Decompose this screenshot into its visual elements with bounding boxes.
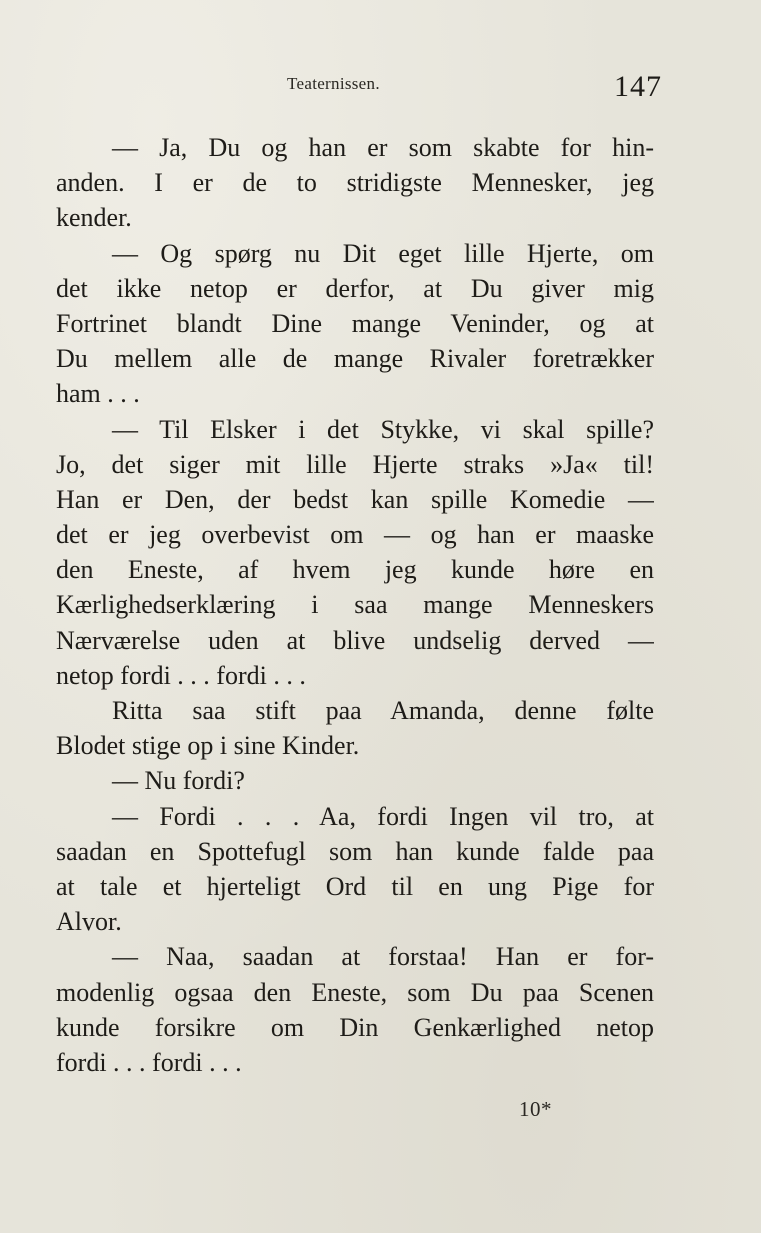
text-line: Nærværelse uden at blive undselig derved — [56,625,654,655]
text-line: netop fordi . . . fordi . . . [56,660,306,690]
text-line: Kærlighedserklæring i saa mange Menneskers [56,590,654,620]
text-line: — Fordi . . . Aa, fordi Ingen vil tro, at [112,801,654,831]
text-line: Ritta saa stift paa Amanda, denne følte [112,696,654,725]
body-text [56,130,654,1080]
text-line: Han er Den, der bedst kan spille Komedie — [56,484,654,514]
text-line: ham . . . [56,379,140,409]
text-line: at tale et hjerteligt Ord til en ung Pige for [56,871,654,901]
printer-signature-mark: 10* [519,1097,552,1121]
text-line: — Ja, Du og han er som skabte for hin- [112,133,654,162]
text-line: Alvor. [56,907,122,937]
text-line: fordi . . . fordi . . . [56,1047,242,1077]
text-line: kunde forsikre om Din Genkærlighed netop [56,1012,654,1042]
running-title: Teaternissen. [287,74,380,93]
text-line: det ikke netop er derfor, at Du giver mig [56,273,654,303]
text-line: — Og spørg nu Dit eget lille Hjerte, om [112,238,654,268]
text-line: — Nu fordi? [112,766,245,796]
text-line: Du mellem alle de mange Rivaler foretrækker [56,344,654,374]
text-line: — Naa, saadan at forstaa! Han er for- [112,942,654,972]
text-line: saadan en Spottefugl som han kunde falde paa [56,836,654,866]
text-line: modenlig ogsaa den Eneste, som Du paa Scenen [56,977,654,1007]
text-line: anden. I er de to stridigste Mennesker, jeg [56,168,654,198]
text-line: kender. [56,203,132,233]
text-line: det er jeg overbevist om — og han er maaske [56,520,654,550]
text-line: den Eneste, af hvem jeg kunde høre en [56,555,654,585]
text-line: Fortrinet blandt Dine mange Veninder, og at [56,308,654,338]
text-line: Jo, det siger mit lille Hjerte straks »Ja« til! [56,449,654,479]
page-number: 147 [614,70,662,103]
text-line: Blodet stige op i sine Kinder. [56,731,360,761]
text-line: — Til Elsker i det Stykke, vi skal spille? [112,414,654,444]
